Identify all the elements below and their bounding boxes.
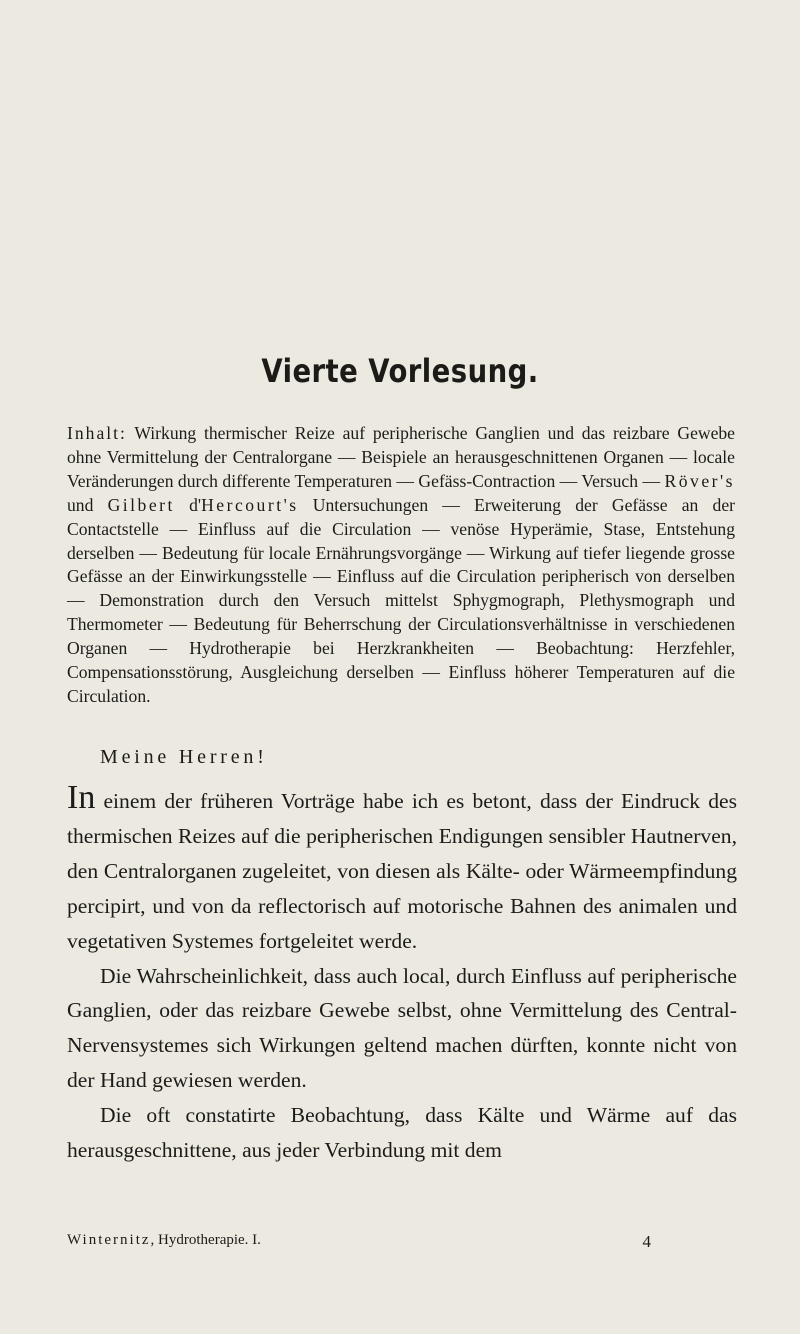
- footer-work: , Hydrotherapie. I.: [150, 1232, 261, 1248]
- summary-text-4: Untersuchungen — Erweiterung der Gefässe an der Contactstelle — Einfluss auf die Circulation — venöse Hyperämie, Stase, Entstehung derselben — Bedeutung für locale Ernährungsvorgänge — Wirkung auf tiefer liegende grosse Gefässe an der Einwirkungsstelle — Einfluss auf die Circulation peripherisch von derselben — Demonstration durch den Versuch mittelst Sphygmograph, Plethysmograph und Thermometer — Bedeutung für Beherrschung der Circulationsverhältnisse in verschiedenen Organen — Hydrotherapie bei Herzkrankheiten — Beobachtung: Herzfehler, Compensationsstörung, Ausgleichung derselben — Einfluss höherer Temperaturen auf die Circulation.: [67, 494, 735, 706]
- paragraph-1-text: einem der früheren Vorträge habe ich es betont, dass der Eindruck des thermischen Reizes auf die peripherischen Endigungen sensibler Hautnerven, den Centralorganen zugeleitet, von diesen als Kälte- oder Wärmeempfindung percipirt, und von da reflectorisch auf motorische Bahnen des animalen und vegetativen Systemes fortgeleitet werde.: [67, 789, 737, 953]
- summary-name-hercourt: Hercourt's: [201, 494, 299, 515]
- page-number: 4: [642, 1232, 651, 1251]
- summary-name-gilbert: Gilbert: [107, 494, 175, 515]
- paragraph-1: [67, 779, 737, 959]
- summary-text-1: Wirkung thermischer Reize auf peripherische Ganglien und das reizbare Gewebe ohne Vermittelung der Centralorgane — Beispiele an herausgeschnittenen Organen — locale Veränderungen durch differente Temperaturen — Gefäss-Contraction — Versuch —: [67, 423, 735, 491]
- chapter-title: Vierte Vorlesung.: [261, 352, 539, 390]
- initial-word: In: [67, 779, 96, 816]
- summary-text-3: d': [174, 494, 202, 515]
- paragraph-2: Die Wahrscheinlichkeit, dass auch local, durch Einfluss auf peripherische Ganglien, oder das reizbare Gewebe selbst, ohne Vermittelung des Central-Nervensystemes sich Wirkungen geltend machen dürften, konnte nicht von der Hand gewiesen werden.: [67, 963, 737, 1093]
- paragraph-3: Die oft constatirte Beobachtung, dass Kälte und Wärme auf das herausgeschnittene, aus jeder Verbindung mit dem: [67, 1103, 737, 1163]
- body-text: [67, 779, 737, 1168]
- page-footer: [67, 1232, 739, 1254]
- salutation: Meine Herren!: [100, 746, 268, 768]
- summary-name-rover: Röver's: [664, 470, 735, 491]
- footer-author: Winternitz: [67, 1232, 151, 1248]
- summary-text-2: und: [67, 494, 108, 515]
- summary-lead: Inhalt:: [67, 423, 127, 443]
- chapter-summary: [67, 422, 735, 709]
